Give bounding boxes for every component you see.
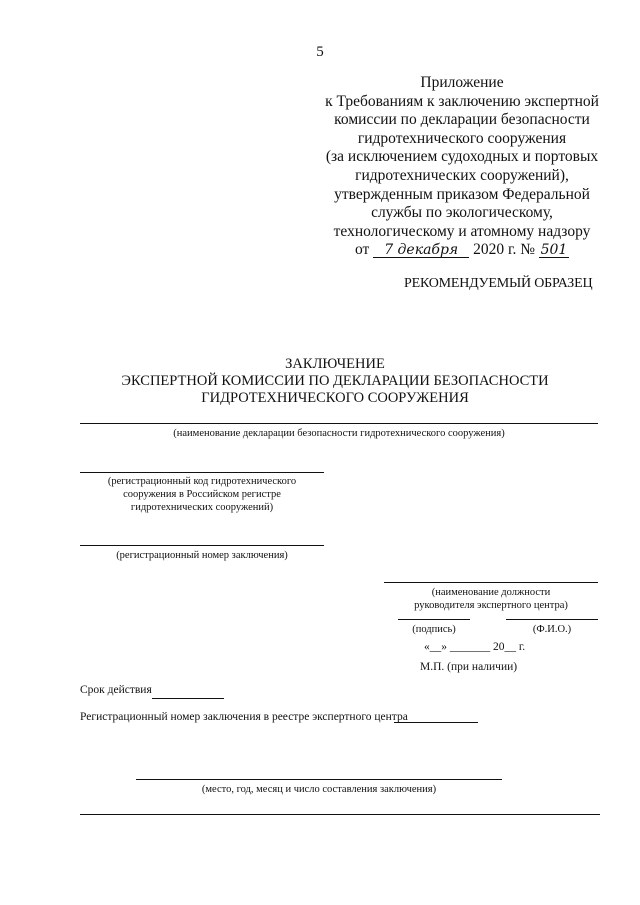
annex-line: к Требованиям к заключению экспертной bbox=[325, 92, 599, 110]
annex-date-row bbox=[318, 241, 606, 260]
bottom-rule bbox=[80, 814, 600, 815]
annex-line: утвержденным приказом Федеральной bbox=[334, 185, 590, 203]
title-line: ЗАКЛЮЧЕНИЕ bbox=[285, 356, 385, 372]
annex-line: Приложение bbox=[420, 74, 504, 91]
place-date-line bbox=[136, 779, 502, 780]
place-date-caption: (место, год, месяц и число составления заключения) bbox=[201, 784, 437, 795]
head-position-caption bbox=[384, 586, 598, 612]
reg-number-line bbox=[80, 545, 324, 546]
stamp-caption: М.П. (при наличии) bbox=[420, 661, 518, 673]
annex-line: технологическому и атомному надзору bbox=[333, 222, 591, 240]
date-prefix: от bbox=[355, 241, 370, 259]
reg-number-caption: (регистрационный номер заключения) bbox=[116, 550, 288, 561]
caption-line: гидротехнических сооружений) bbox=[130, 502, 274, 513]
validity-line bbox=[152, 698, 224, 699]
validity-label: Срок действия bbox=[80, 684, 152, 696]
fio-caption: (Ф.И.О.) bbox=[532, 624, 572, 635]
signature-caption: (подпись) bbox=[412, 624, 456, 635]
registry-number-line bbox=[394, 722, 478, 723]
order-year-number: 2020 г. № bbox=[473, 241, 536, 259]
caption-line: (наименование должности bbox=[431, 587, 551, 598]
recommended-sample-label: РЕКОМЕНДУЕМЫЙ ОБРАЗЕЦ bbox=[404, 276, 593, 291]
handwritten-date: 7 декабря bbox=[373, 243, 469, 258]
reg-code-caption bbox=[80, 475, 324, 514]
page-number: 5 bbox=[316, 44, 324, 60]
annex-line: гидротехнического сооружения bbox=[357, 129, 567, 147]
caption-line: сооружения в Российском регистре bbox=[123, 489, 281, 500]
title-line: ЭКСПЕРТНОЙ КОМИССИИ ПО ДЕКЛАРАЦИИ БЕЗОПАСНОСТИ bbox=[121, 373, 549, 389]
declaration-name-caption: (наименование декларации безопасности гидротехнического сооружения) bbox=[173, 428, 505, 439]
declaration-name-line bbox=[80, 423, 598, 424]
fio-line bbox=[506, 619, 598, 620]
head-position-line bbox=[384, 582, 598, 583]
title-line: ГИДРОТЕХНИЧЕСКОГО СООРУЖЕНИЯ bbox=[201, 390, 469, 406]
reg-code-line bbox=[80, 472, 324, 473]
caption-line: (регистрационный код гидротехнического bbox=[107, 476, 297, 487]
signature-line bbox=[398, 619, 470, 620]
annex-line: (за исключением судоходных и портовых bbox=[325, 148, 599, 166]
annex-header bbox=[318, 74, 606, 260]
document-title bbox=[100, 356, 570, 407]
signature-date: «__» _______ 20__ г. bbox=[424, 641, 526, 653]
annex-line: комиссии по декларации безопасности bbox=[334, 111, 590, 129]
registry-number-label: Регистрационный номер заключения в реестре экспертного центра bbox=[80, 711, 408, 723]
caption-line: руководителя экспертного центра) bbox=[414, 600, 568, 611]
annex-line: службы по экологическому, bbox=[371, 204, 553, 222]
annex-line: гидротехнических сооружений), bbox=[355, 166, 569, 184]
handwritten-order-number: 501 bbox=[540, 242, 568, 259]
